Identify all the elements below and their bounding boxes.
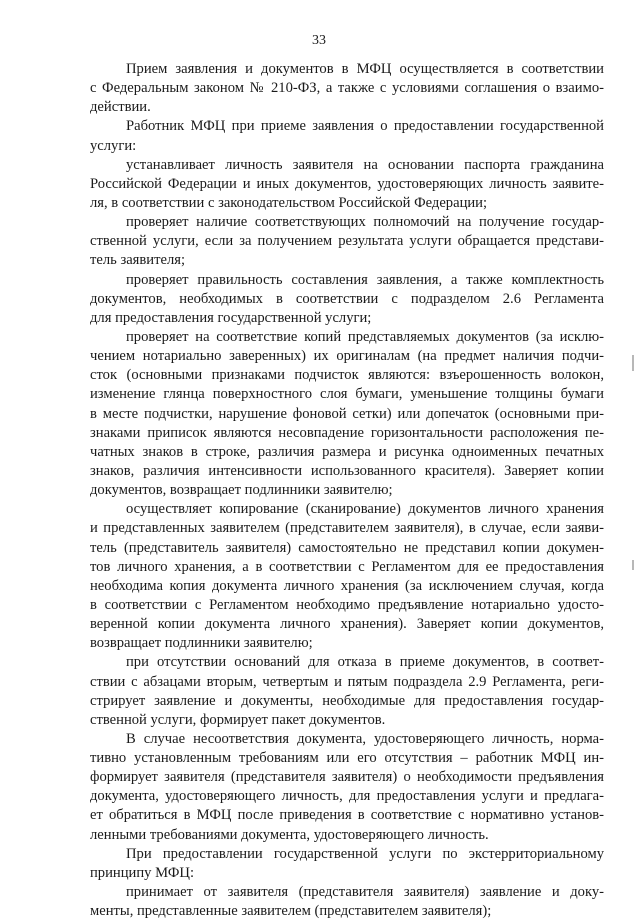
- text-line: менты, представленные заявителем (представителем заявителя);: [90, 903, 492, 920]
- page-number: 33: [312, 33, 326, 48]
- text-line: стрирует заявление и документы, необходимые для предоставления государ-: [90, 692, 604, 709]
- text-line: проверяет правильность составления заявления, а также комплектность: [126, 271, 604, 288]
- text-line: знаков, различия интенсивности использованного красителя). Заверяет копии: [90, 462, 604, 479]
- text-line: ля, в соответствии с законодательством Российской Федерации;: [90, 194, 488, 211]
- text-line: действии.: [90, 99, 151, 116]
- text-line: услуги:: [90, 137, 137, 154]
- text-line: в соответствии с Регламентом необходимо предъявление нотариально удосто-: [90, 596, 604, 613]
- text-line: и представленных заявителем (представителем заявителя), в случае, если заяви-: [90, 520, 604, 537]
- text-line: ственной услуги, формирует пакет документов.: [90, 711, 386, 728]
- text-line: документов, возвращает подлинники заявителю;: [90, 482, 393, 499]
- text-line: Российской Федерации и иных документов, удостоверяющих личность заявите-: [90, 175, 604, 192]
- paragraph: [90, 213, 604, 270]
- text-line: Работник МФЦ при приеме заявления о предоставлении государственной: [126, 118, 604, 135]
- text-line: ственной услуги, если за получением результата услуги обращается представи-: [90, 233, 604, 250]
- text-line: с Федеральным законом № 210-ФЗ, а также с условиями соглашения о взаимо-: [90, 80, 604, 97]
- text-line: чатных знаков в строке, различия размера и рисунка одноименных печатных: [90, 443, 604, 460]
- paragraph: [90, 60, 604, 117]
- text-line: проверяет на соответствие копий представляемых документов (за исклю-: [126, 328, 604, 345]
- text-line: проверяет наличие соответствующих полномочий на получение государ-: [126, 214, 604, 231]
- text-line: при отсутствии оснований для отказа в приеме документов, в соответ-: [126, 654, 604, 671]
- scan-edge-mark: [632, 355, 634, 371]
- paragraph: [90, 730, 604, 845]
- text-line: тивно установленным требованиям или его отсутствия – работник МФЦ ин-: [90, 750, 604, 767]
- text-line: тель заявителя;: [90, 252, 186, 269]
- text-line: В случае несоответствия документа, удостоверяющего личность, норма-: [126, 730, 604, 747]
- paragraph: [90, 883, 604, 921]
- text-line: ленными требованиями документа, удостоверяющего личность.: [90, 826, 489, 843]
- text-line: чением нотариально заверенных) их оригиналам (на предмет наличия подчи-: [90, 348, 604, 365]
- text-line: знаками приписок являются несовпадение горизонтальности расположения пе-: [90, 424, 604, 441]
- paragraph: [90, 500, 604, 653]
- paragraph: [90, 653, 604, 730]
- text-line: принципу МФЦ:: [90, 864, 195, 881]
- text-line: в месте подчистки, нарушение фоновой сетки) или допечаток (основными при-: [90, 405, 604, 422]
- paragraph: [90, 271, 604, 328]
- text-line: При предоставлении государственной услуги по экстерриториальному: [126, 845, 604, 862]
- text-line: документа, удостоверяющего личность, для предоставления услуги и предлага-: [90, 788, 604, 805]
- paragraph: [90, 156, 604, 213]
- text-line: осуществляет копирование (сканирование) документов личного хранения: [126, 501, 604, 518]
- document-body: [90, 60, 604, 921]
- text-line: тов личного хранения, а в соответствии с Регламентом для ее предоставления: [90, 558, 604, 575]
- text-line: формирует заявителя (представителя заявителя) о необходимости предъявления: [90, 769, 604, 786]
- text-line: изменение глянца поверхностного слоя бумаги, уменьшение толщины бумаги: [90, 386, 604, 403]
- paragraph: [90, 328, 604, 500]
- text-line: устанавливает личность заявителя на основании паспорта гражданина: [126, 156, 604, 173]
- text-line: ет обратиться в МФЦ после приведения в соответствие с нормативно установ-: [90, 807, 604, 824]
- text-line: ствии с абзацами вторым, четвертым и пятым подраздела 2.9 Регламента, реги-: [90, 673, 604, 690]
- text-line: Прием заявления и документов в МФЦ осуществляется в соответствии: [126, 61, 604, 77]
- text-line: веренной копии документа личного хранения). Заверяет копии документов,: [90, 616, 604, 633]
- text-line: для предоставления государственной услуги;: [90, 309, 372, 326]
- text-line: тель (представитель заявителя) самостоятельно не представил копии докумен-: [90, 539, 604, 556]
- text-line: необходима копия документа личного хранения (за исключением случая, когда: [90, 577, 604, 594]
- text-line: возвращает подлинники заявителю;: [90, 635, 313, 652]
- scan-edge-mark: [632, 560, 634, 570]
- text-line: принимает от заявителя (представителя заявителя) заявление и доку-: [126, 884, 604, 901]
- paragraph: [90, 117, 604, 155]
- text-line: сток (основными признаками подчисток являются: взъерошенность волокон,: [90, 367, 604, 384]
- text-line: документов, необходимых в соответствии с подразделом 2.6 Регламента: [90, 290, 604, 307]
- paragraph: [90, 845, 604, 883]
